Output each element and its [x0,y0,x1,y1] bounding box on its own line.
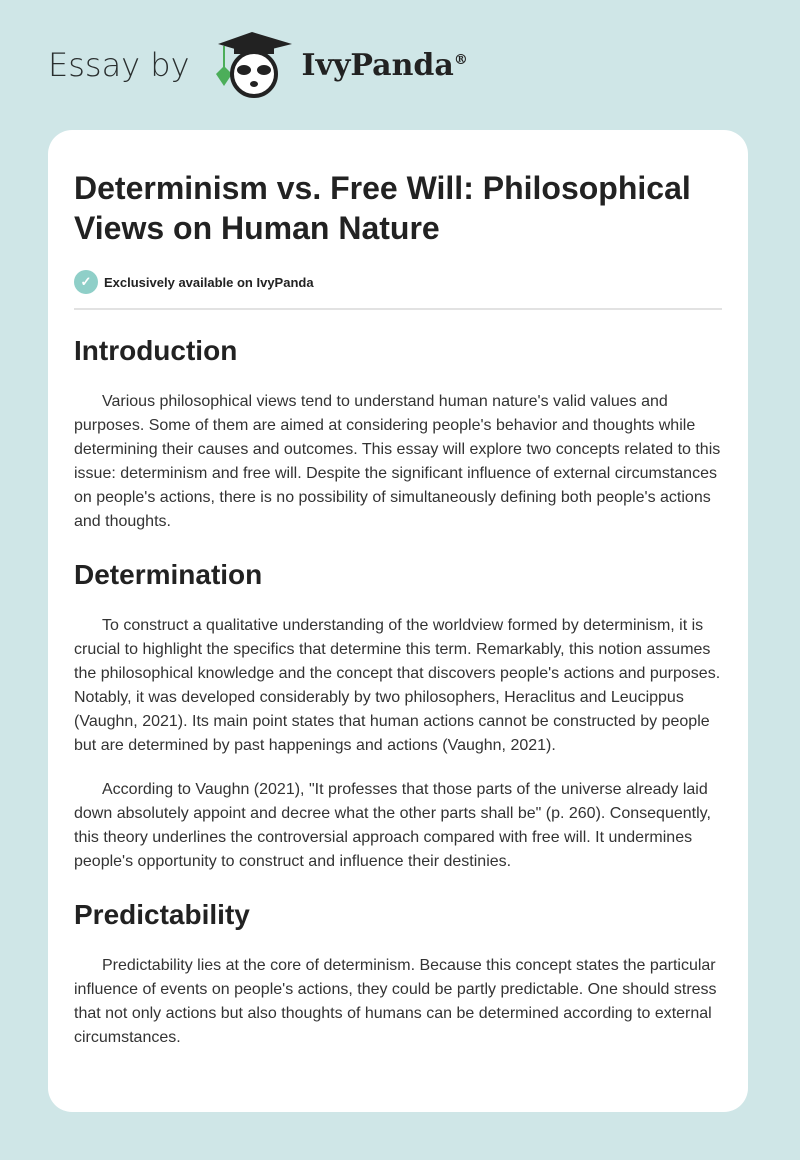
badge-label: Exclusively available on IvyPanda [104,274,314,290]
divider [74,308,722,310]
essay-card [48,130,748,1112]
brand-text: IvyPanda [301,47,454,83]
brand-name[interactable] [302,48,468,83]
paragraph: According to Vaughn (2021), "It professes that those parts of the universe already laid down absolutely appoint and decree what the other parts shall be" (p. 260). Consequently, this theory underlines the controversial approach compared with free will. It undermines people's opportunity to construct and influence their destinies. [74,781,711,870]
panda-logo-icon[interactable] [208,30,296,100]
site-header [48,30,468,100]
essay-title: Determinism vs. Free Will: Philosophical Views on Human Nature [74,170,691,246]
registered-mark: ® [453,51,468,68]
check-icon: ✓ [74,270,98,294]
exclusive-badge [74,270,722,294]
section-heading-determination: Determination [74,559,263,590]
section-heading-introduction: Introduction [74,335,238,366]
section-heading-predictability: Predictability [74,899,250,930]
paragraph: To construct a qualitative understanding of the worldview formed by determinism, it is crucial to highlight the specifics that determine this term. Remarkably, this notion assumes the philosophical knowledge and the concept that discovers people's actions and purposes. Notably, it was developed considerably by two philosophers, Heraclitus and Leucippus (Vaughn, 2021). Its main point states that human actions cannot be constructed by people but are determined by past happenings and actions (Vaughn, 2021). [74,617,721,754]
paragraph: Predictability lies at the core of determinism. Because this concept states the particular influence of events on people's actions, they could be partly predictable. One should stress that not only actions but also thoughts of humans can be determined according to external circumstances. [74,957,717,1046]
paragraph: Various philosophical views tend to understand human nature's valid values and purposes. Some of them are aimed at considering people's behavior and thoughts while determining their causes and outcomes. This essay will explore two concepts related to this issue: determinism and free will. Despite the significant influence of external circumstances on people's actions, there is no possibility of simultaneously defining both people's actions and thoughts. [74,393,721,530]
essay-by-label: Essay by [48,46,190,84]
